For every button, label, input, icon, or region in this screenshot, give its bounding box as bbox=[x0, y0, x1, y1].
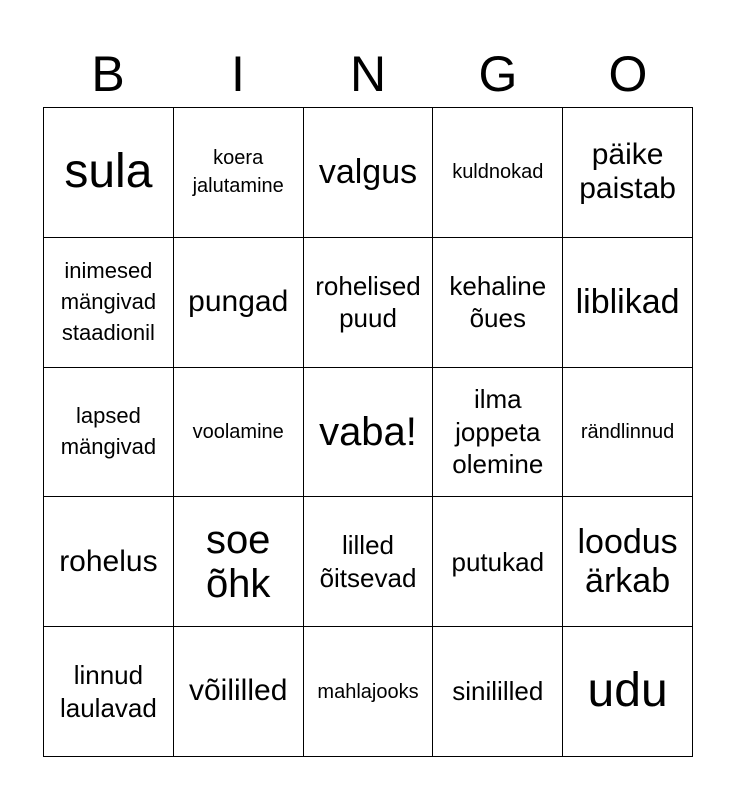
header-letter-o: O bbox=[608, 46, 648, 102]
bingo-card bbox=[43, 107, 693, 757]
cell-text: võililled bbox=[189, 674, 288, 708]
bingo-cell[interactable] bbox=[44, 627, 174, 757]
cell-text: kuldnokad bbox=[452, 161, 544, 184]
cell-text: valgus bbox=[318, 152, 418, 191]
header-letter-i: I bbox=[231, 46, 245, 102]
bingo-cell[interactable] bbox=[44, 108, 174, 238]
bingo-cell[interactable] bbox=[304, 627, 434, 757]
bingo-header bbox=[43, 40, 693, 108]
bingo-cell[interactable] bbox=[433, 108, 563, 238]
cell-text: soe õhk bbox=[205, 517, 271, 606]
cell-text: lilled õitsevad bbox=[319, 530, 417, 593]
bingo-cell[interactable] bbox=[563, 108, 693, 238]
bingo-cell[interactable] bbox=[433, 368, 563, 498]
bingo-cell[interactable] bbox=[433, 497, 563, 627]
cell-text: päike paistab bbox=[579, 137, 676, 206]
bingo-cell[interactable] bbox=[44, 368, 174, 498]
cell-text: udu bbox=[587, 664, 668, 718]
cell-text: vaba! bbox=[319, 409, 417, 454]
cell-text: sula bbox=[64, 145, 153, 198]
cell-text: inimesed mängivad staadionil bbox=[60, 258, 157, 345]
bingo-cell[interactable] bbox=[563, 497, 693, 627]
bingo-cell[interactable] bbox=[304, 368, 434, 498]
cell-text: kehaline õues bbox=[449, 270, 547, 334]
cell-text: liblikad bbox=[575, 282, 680, 321]
bingo-cell[interactable] bbox=[174, 108, 304, 238]
bingo-cell[interactable] bbox=[44, 497, 174, 627]
bingo-cell[interactable] bbox=[174, 238, 304, 368]
cell-text: sinililled bbox=[452, 676, 544, 707]
bingo-cell[interactable] bbox=[174, 627, 304, 757]
bingo-cell[interactable] bbox=[433, 238, 563, 368]
cell-text: voolamine bbox=[192, 420, 284, 443]
bingo-cell[interactable] bbox=[304, 238, 434, 368]
cell-text: linnud laulavad bbox=[59, 660, 157, 723]
cell-text: mahlajooks bbox=[317, 680, 419, 703]
bingo-cell[interactable] bbox=[563, 238, 693, 368]
cell-text: rohelised puud bbox=[315, 270, 421, 334]
cell-text: rändlinnud bbox=[580, 420, 675, 443]
header-letter-n: N bbox=[349, 46, 387, 102]
bingo-cell[interactable] bbox=[304, 497, 434, 627]
cell-text: ilma joppeta olemine bbox=[452, 384, 544, 480]
cell-text: putukad bbox=[451, 546, 545, 577]
cell-text: koera jalutamine bbox=[192, 147, 284, 198]
cell-text: lapsed mängivad bbox=[60, 403, 157, 459]
bingo-cell[interactable] bbox=[174, 368, 304, 498]
bingo-cell[interactable] bbox=[174, 497, 304, 627]
header-letter-b: B bbox=[91, 46, 125, 102]
bingo-cell[interactable] bbox=[563, 627, 693, 757]
cell-text: rohelus bbox=[59, 544, 158, 578]
header-letter-g: G bbox=[478, 46, 518, 102]
bingo-cell[interactable] bbox=[563, 368, 693, 498]
bingo-cell[interactable] bbox=[304, 108, 434, 238]
cell-text: loodus ärkab bbox=[577, 522, 678, 600]
bingo-cell[interactable] bbox=[44, 238, 174, 368]
cell-text: pungad bbox=[188, 284, 289, 318]
bingo-cell[interactable] bbox=[433, 627, 563, 757]
